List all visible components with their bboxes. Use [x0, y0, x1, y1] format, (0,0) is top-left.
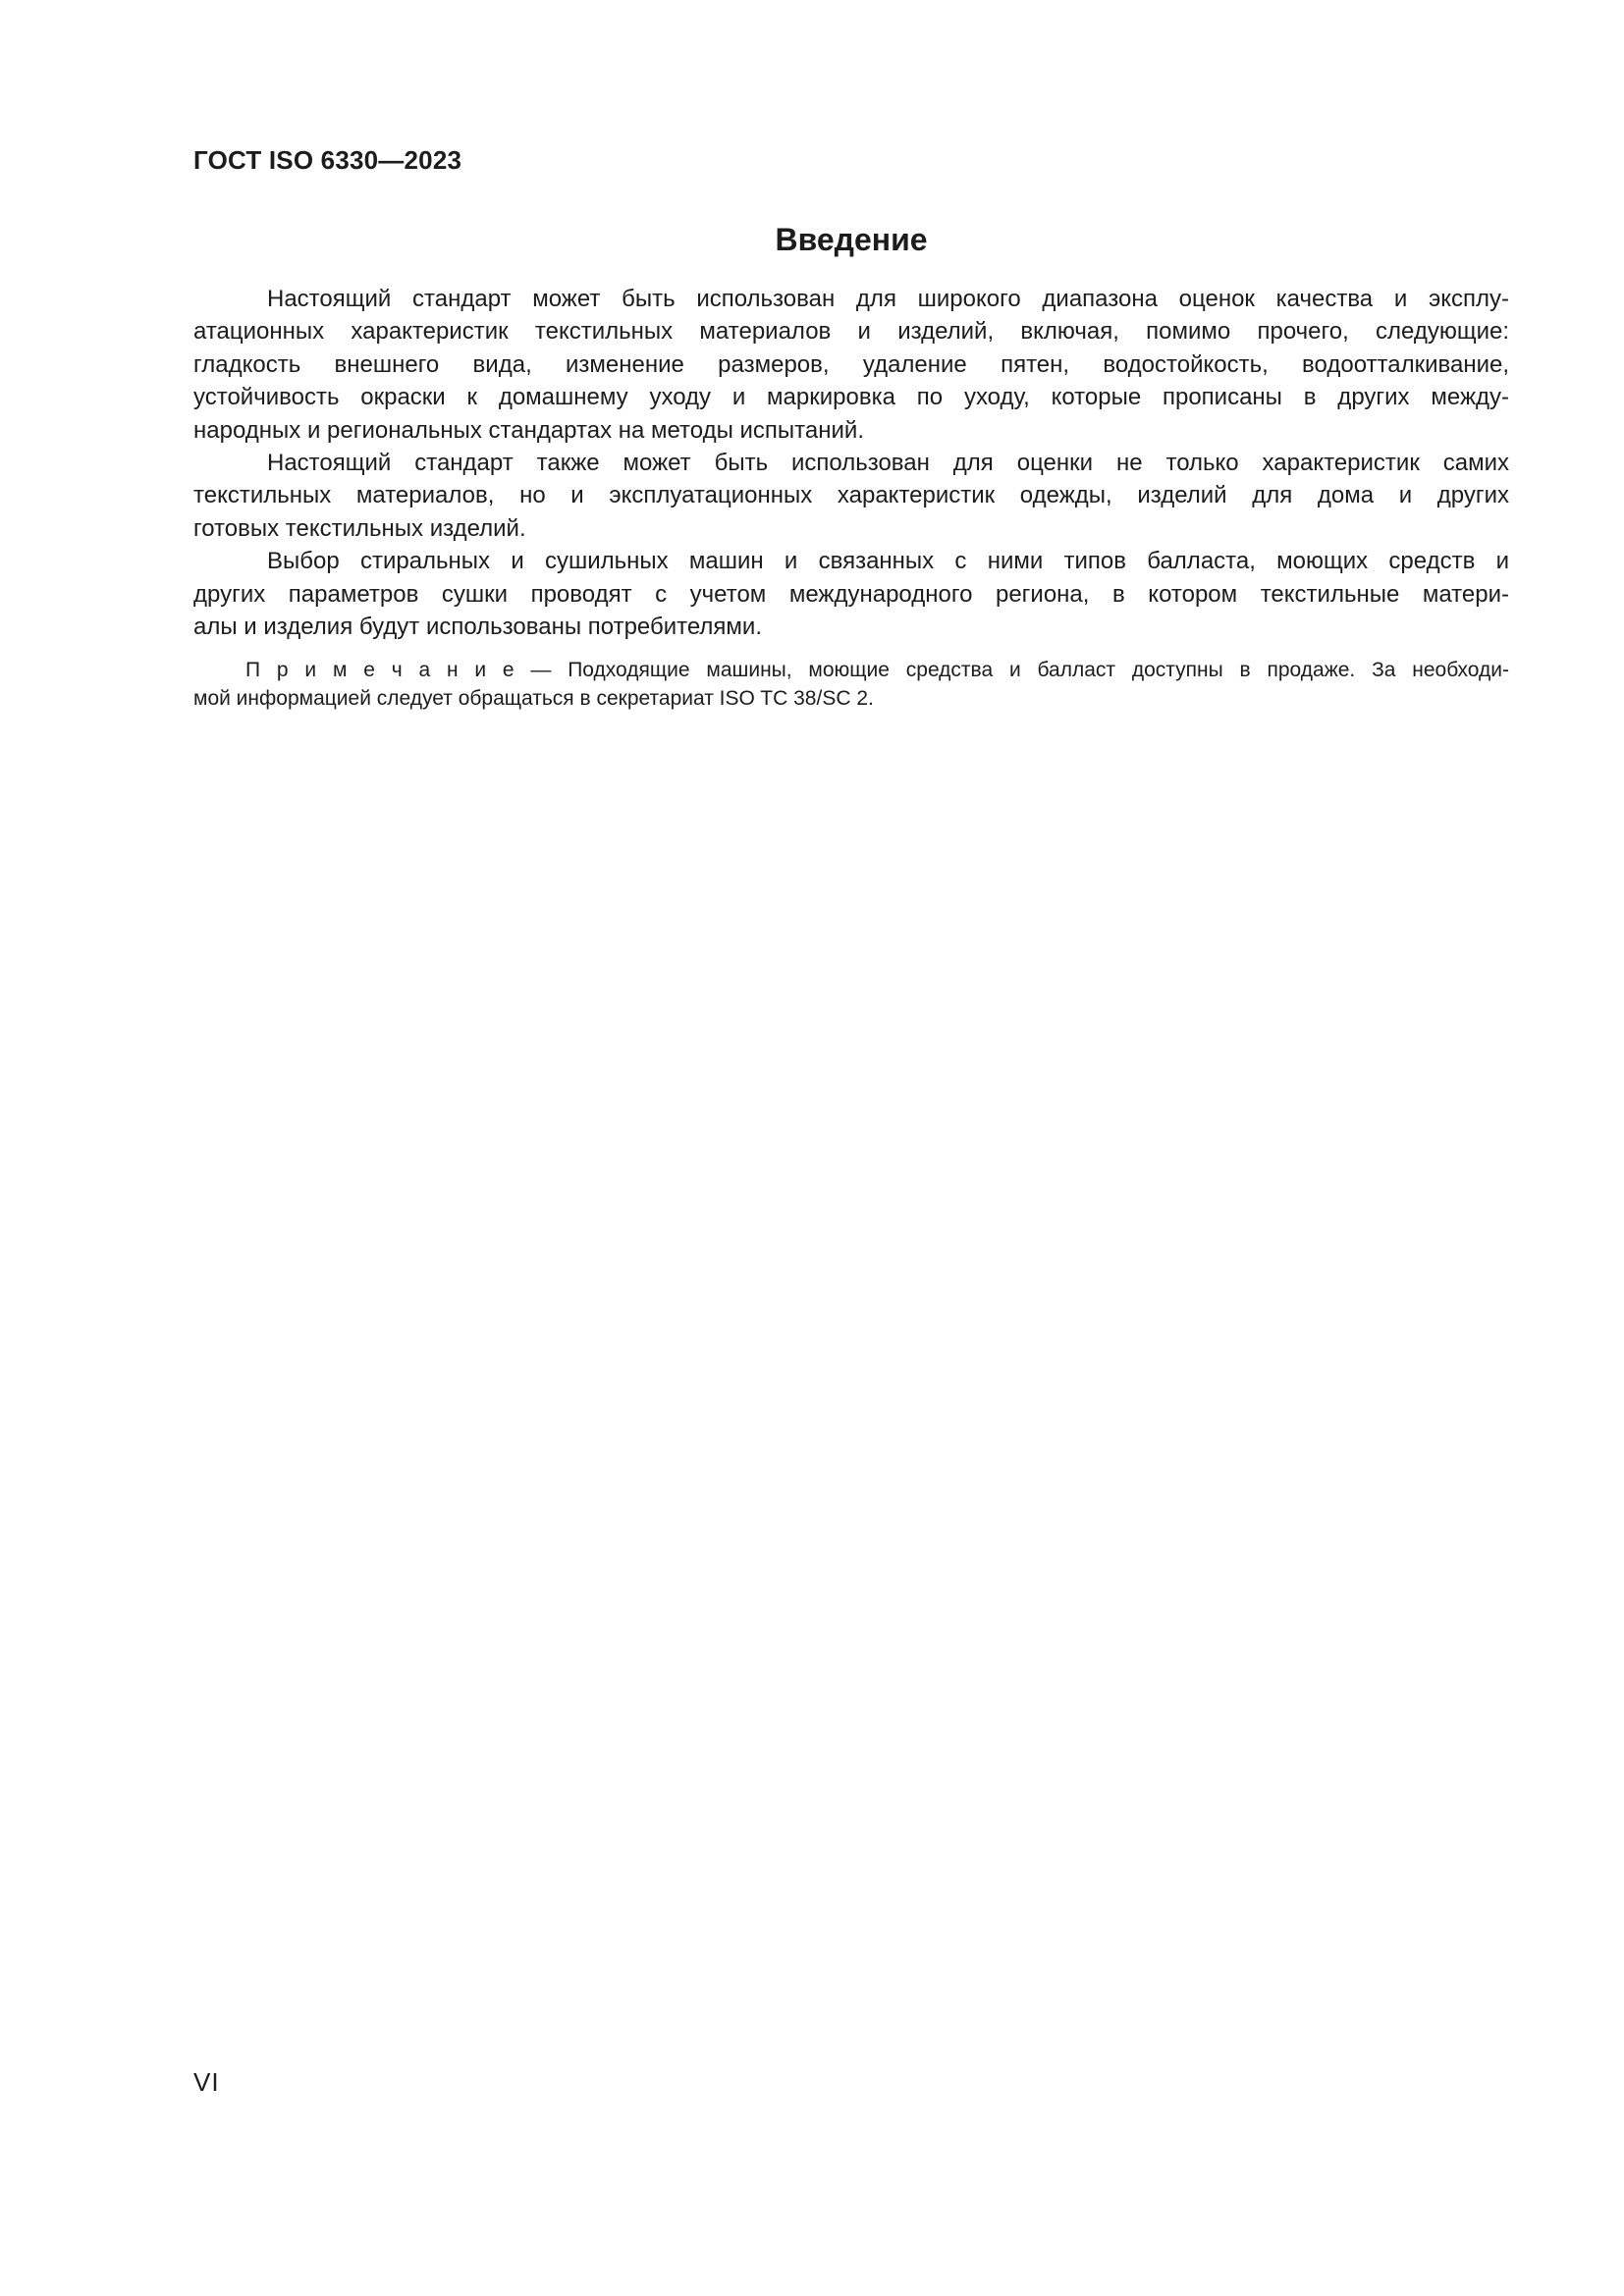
note	[193, 656, 1509, 713]
page-number: VI	[193, 2067, 220, 2097]
paragraph-line: Настоящий стандарт может быть использован для широкого диапазона оценок качества и эксплу-	[267, 286, 1509, 312]
paragraph-line: Настоящий стандарт также может быть использован для оценки не только характеристик самих	[267, 450, 1509, 477]
paragraph-line: алы и изделия будут использованы потребителями.	[193, 614, 762, 641]
paragraph-line: других параметров сушки проводят с учетом международного региона, в котором текстильные матери-	[193, 580, 1509, 608]
body-text	[193, 283, 1509, 713]
paragraph-line: устойчивость окраски к домашнему уходу и маркировка по уходу, которые прописаны в других между-	[193, 384, 1509, 411]
paragraph	[193, 447, 1509, 545]
paragraph	[193, 283, 1509, 447]
paragraph-line: текстильных материалов, но и эксплуатационных характеристик одежды, изделий для дома и других	[193, 482, 1509, 509]
note-line: мой информацией следует обращаться в секретариат ISO TC 38/SC 2.	[193, 687, 874, 711]
paragraph-line: народных и региональных стандартах на методы испытаний.	[193, 416, 864, 444]
note-line: П р и м е ч а н и е — Подходящие машины, моющие средства и балласт доступны в продаже. За необходи-	[245, 659, 1509, 682]
paragraph-line: гладкость внешнего вида, изменение размеров, удаление пятен, водостойкость, водоотталкивание,	[193, 350, 1509, 378]
paragraph-line: Выбор стиральных и сушильных машин и связанных с ними типов балласта, моющих средств и	[267, 548, 1509, 575]
paragraph	[193, 545, 1509, 643]
paragraph-line: готовых текстильных изделий.	[193, 514, 526, 542]
paragraph-line: атационных характеристик текстильных материалов и изделий, включая, помимо прочего, следующие:	[193, 318, 1509, 346]
section-title: Введение	[775, 222, 928, 257]
standard-designation: ГОСТ ISO 6330—2023	[193, 145, 462, 175]
